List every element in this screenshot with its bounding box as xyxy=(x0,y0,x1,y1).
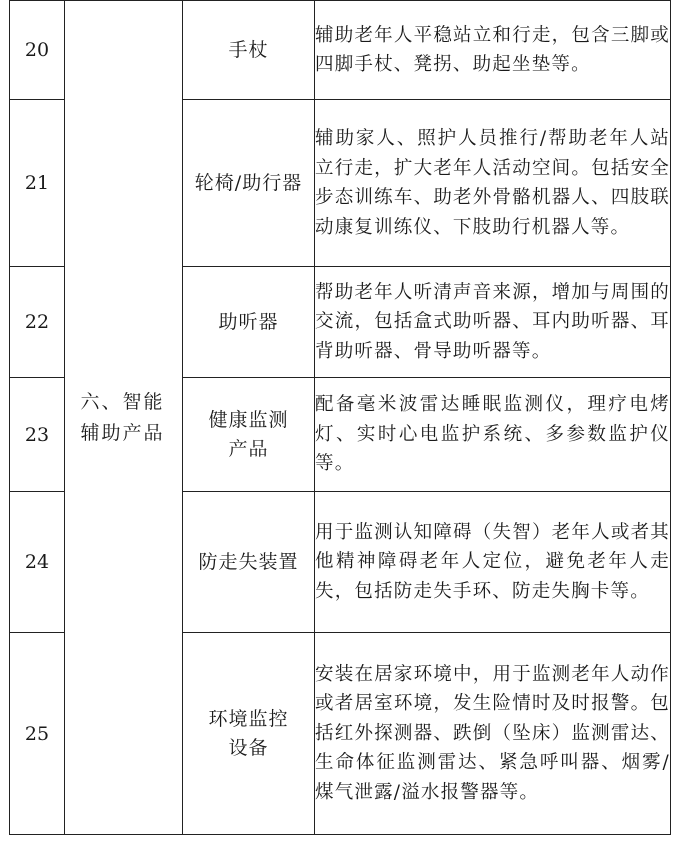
row-number: 25 xyxy=(10,633,65,835)
row-number: 20 xyxy=(10,1,65,100)
product-table xyxy=(9,0,671,835)
product-name: 防走失装置 xyxy=(183,492,315,633)
product-description: 用于监测认知障碍（失智）老年人或者其他精神障碍老年人定位，避免老年人走失，包括防走失手环、防走失胸卡等。 xyxy=(315,492,671,633)
product-name: 轮椅/助行器 xyxy=(183,100,315,267)
row-number: 21 xyxy=(10,100,65,267)
product-name: 健康监测产品 xyxy=(183,378,315,492)
product-description: 配备毫米波雷达睡眠监测仪，理疗电烤灯、实时心电监护系统、多参数监护仪等。 xyxy=(315,378,671,492)
category-cell xyxy=(65,1,183,835)
product-description: 帮助老年人听清声音来源，增加与周围的交流，包括盒式助听器、耳内助听器、耳背助听器、骨导助听器等。 xyxy=(315,267,671,378)
product-name: 手杖 xyxy=(183,1,315,100)
row-number: 24 xyxy=(10,492,65,633)
product-name: 环境监控设备 xyxy=(183,633,315,835)
row-number: 22 xyxy=(10,267,65,378)
product-description: 安装在居家环境中，用于监测老年人动作或者居室环境，发生险情时及时报警。包括红外探测器、跌倒（坠床）监测雷达、生命体征监测雷达、紧急呼叫器、烟雾/煤气泄露/溢水报警器等。 xyxy=(315,633,671,835)
product-name: 助听器 xyxy=(183,267,315,378)
category-label: 六、智能辅助产品 xyxy=(80,391,165,444)
row-number: 23 xyxy=(10,378,65,492)
product-description: 辅助家人、照护人员推行/帮助老年人站立行走，扩大老年人活动空间。包括安全步态训练车、助老外骨骼机器人、四肢联动康复训练仪、下肢助行机器人等。 xyxy=(315,100,671,267)
table-row xyxy=(10,1,671,100)
product-description: 辅助老年人平稳站立和行走，包含三脚或四脚手杖、凳拐、助起坐垫等。 xyxy=(315,1,671,100)
